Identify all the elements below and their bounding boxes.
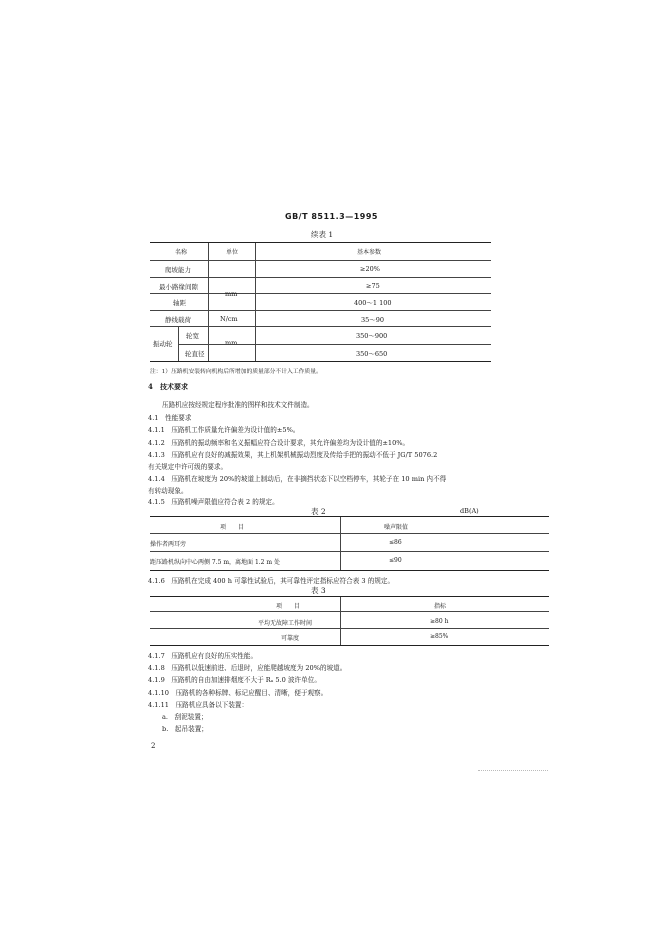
table3-row: 平均无故障工作时间 bbox=[258, 620, 313, 627]
table3-row: 可靠度 bbox=[281, 635, 300, 642]
paragraph: 4.1.9 压路机的自由加速排烟度不大于 Rₐ 5.0 波许单位。 bbox=[148, 676, 321, 684]
table3-cell: ≥80 h bbox=[430, 618, 449, 625]
table1-col-unit: 单位 bbox=[226, 249, 239, 256]
list-item: a. 刮泥装置； bbox=[162, 713, 208, 721]
table3-col-value: 指标 bbox=[434, 603, 447, 610]
paragraph: 有转动现象。 bbox=[148, 487, 188, 495]
paragraph: 4.1.2 压路机的振动频率和名义振幅应符合设计要求，其允许偏差均为设计值的±10%。 bbox=[148, 439, 410, 447]
table2-col-limit: 噪声限值 bbox=[384, 524, 409, 531]
page-number: 2 bbox=[151, 742, 156, 750]
table1-group-row: 轮宽 bbox=[186, 332, 199, 340]
section-title: 技术要求 bbox=[160, 382, 188, 391]
table1-group-unit: mm bbox=[225, 339, 238, 347]
page-header: GB/T 8511.3—1995 bbox=[285, 212, 378, 221]
table1-cell: 35～90 bbox=[361, 316, 385, 324]
table2-unit: dB(A) bbox=[460, 507, 479, 515]
table3-caption: 表 3 bbox=[311, 586, 326, 595]
table1-col-name: 名称 bbox=[175, 249, 188, 256]
paragraph: 4.1.11 压路机应具备以下装置： bbox=[148, 701, 249, 709]
table1-row: 静线载荷 bbox=[165, 316, 191, 324]
table1-group-label: 振动轮 bbox=[153, 340, 173, 348]
paragraph: 有关规定中许可级的要求。 bbox=[148, 463, 228, 471]
table1-cell: 400～1 100 bbox=[354, 299, 392, 307]
table1-cell: ≥20% bbox=[360, 265, 380, 273]
paragraph: 4.1.6 压路机在完成 400 h 可靠性试验后，其可靠性评定指标应符合表 3 的规定。 bbox=[148, 577, 395, 585]
table2-row: 距压路机纵向中心两侧 7.5 m，离地面 1.2 m 处 bbox=[150, 559, 280, 566]
paragraph: 4.1.3 压路机应有良好的减振效果，其上机架机械振动烈度及传给手把的振动不低于 JG/T 5076.2 bbox=[148, 451, 438, 459]
table1-group-cell: 350～650 bbox=[356, 350, 388, 358]
table2-col-item: 项 目 bbox=[220, 524, 245, 531]
table1-row: 最小路缘间隙 bbox=[159, 283, 198, 291]
paragraph: 4.1.5 压路机噪声限值应符合表 2 的规定。 bbox=[148, 498, 279, 506]
paragraph: 压路机应按经规定程序批准的图样和技术文件制造。 bbox=[162, 401, 314, 409]
paragraph: 4.1.10 压路机的各种标牌、标记应醒目、清晰，便于观察。 bbox=[148, 689, 328, 697]
table1-col-param: 基本参数 bbox=[357, 249, 382, 256]
paragraph: 4.1.4 压路机在坡度为 20%的坡道上制动后，在非摘挡状态下以空档停车，其轮子在 10 min 内不得 bbox=[148, 475, 447, 483]
table3-col-item: 项 目 bbox=[276, 603, 301, 610]
table1-cell-unit: N/cm bbox=[220, 315, 238, 323]
table1-note: 注：1）压路机安装转向机构后所增加的质量部分不计入工作质量。 bbox=[150, 369, 322, 375]
table2-cell: ≤86 bbox=[389, 539, 402, 546]
table3-cell: ≥85% bbox=[430, 633, 449, 640]
table2-cell: ≤90 bbox=[389, 557, 402, 564]
table1-cell-unit: mm bbox=[225, 290, 238, 298]
paragraph: 4.1 性能要求 bbox=[148, 414, 192, 422]
table2-caption: 表 2 bbox=[311, 507, 326, 516]
table1-caption: 续表 1 bbox=[311, 230, 334, 239]
table1-top-rule bbox=[150, 242, 491, 243]
paragraph: 4.1.8 压路机以低速前进、后退时，应能爬越坡度为 20%的坡道。 bbox=[148, 664, 347, 672]
section-number: 4 bbox=[148, 382, 153, 391]
table1-row: 爬坡能力 bbox=[165, 266, 191, 274]
table1-cell: ≥75 bbox=[366, 282, 380, 290]
paragraph: 4.1.1 压路机工作质量允许偏差为设计值的±5%。 bbox=[148, 426, 300, 434]
paragraph: 4.1.7 压路机应有良好的压实性能。 bbox=[148, 652, 258, 660]
table1-row: 轴距 bbox=[173, 299, 186, 307]
table1-bottom-rule bbox=[150, 361, 491, 362]
table1-group-cell: 350～900 bbox=[356, 332, 388, 340]
list-item: b. 起吊装置； bbox=[162, 725, 208, 733]
table1-group-row: 轮直径 bbox=[185, 350, 205, 358]
scan-artifact bbox=[478, 770, 548, 771]
table2-row: 操作者两耳旁 bbox=[150, 541, 187, 548]
